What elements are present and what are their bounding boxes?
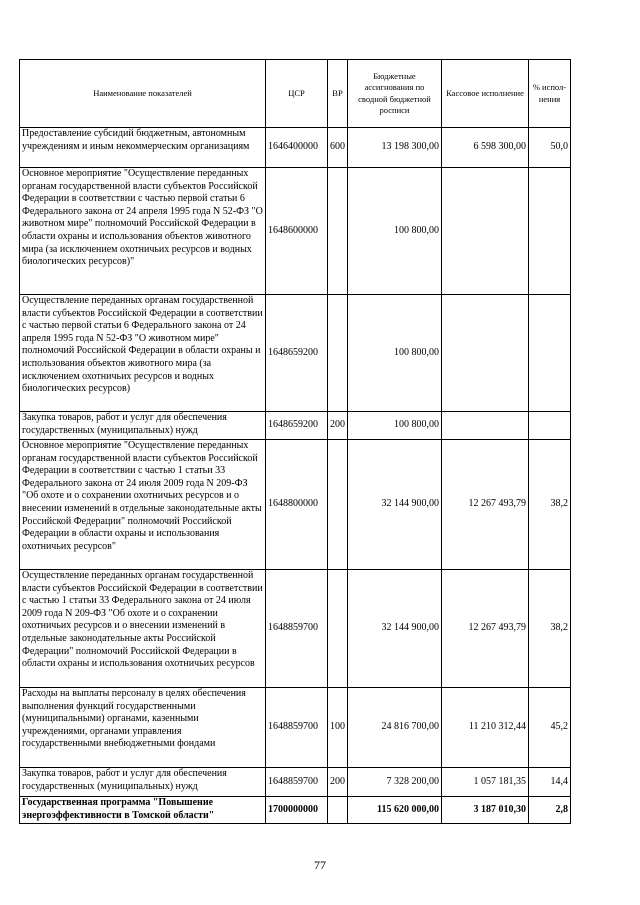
row-budget: 115 620 000,00: [348, 797, 442, 824]
row-csr: 1646400000: [266, 128, 328, 168]
row-percent: 38,2: [529, 570, 571, 688]
row-vr: [328, 168, 348, 295]
row-percent: 45,2: [529, 688, 571, 768]
row-budget: 7 328 200,00: [348, 768, 442, 797]
row-percent: 14,4: [529, 768, 571, 797]
table-row: [20, 168, 571, 295]
table-row: [20, 295, 571, 412]
table-row-total: [20, 797, 571, 824]
header-name: Наименование показателей: [20, 60, 266, 128]
row-cash: [442, 295, 529, 412]
header-csr: ЦСР: [266, 60, 328, 128]
row-csr: 1648800000: [266, 440, 328, 570]
row-budget: 32 144 900,00: [348, 440, 442, 570]
row-cash: 1 057 181,35: [442, 768, 529, 797]
row-vr: 100: [328, 688, 348, 768]
row-csr: 1648659200: [266, 412, 328, 440]
row-csr: 1648859700: [266, 570, 328, 688]
row-name: Государственная программа "Повышение энергоэффективности в Томской области": [20, 797, 266, 824]
row-budget: 100 800,00: [348, 168, 442, 295]
row-percent: [529, 168, 571, 295]
header-cash: Кассовое исполнение: [442, 60, 529, 128]
row-cash: 12 267 493,79: [442, 440, 529, 570]
row-vr: [328, 440, 348, 570]
table-row: [20, 440, 571, 570]
row-csr: 1648600000: [266, 168, 328, 295]
row-vr: [328, 797, 348, 824]
table-row: [20, 768, 571, 797]
header-budget: Бюджетные ассигнования по сводной бюджетной росписи: [348, 60, 442, 128]
row-name: Расходы на выплаты персоналу в целях обеспечения выполнения функций государственными (муниципальными) органами, казенными учреждениями, органами управления государственными внебюджетными фондами: [20, 688, 266, 768]
budget-execution-table: [19, 59, 571, 824]
row-csr: 1648859700: [266, 768, 328, 797]
row-cash: [442, 412, 529, 440]
page-number: 77: [314, 858, 326, 872]
row-name: Закупка товаров, работ и услуг для обеспечения государственных (муниципальных) нужд: [20, 412, 266, 440]
header-percent: % испол-нения: [529, 60, 571, 128]
row-vr: [328, 295, 348, 412]
row-vr: 600: [328, 128, 348, 168]
row-percent: [529, 295, 571, 412]
row-csr: 1700000000: [266, 797, 328, 824]
row-cash: 12 267 493,79: [442, 570, 529, 688]
row-percent: 2,8: [529, 797, 571, 824]
table-header-row: [20, 60, 571, 128]
table-row: [20, 412, 571, 440]
row-csr: 1648659200: [266, 295, 328, 412]
row-vr: 200: [328, 412, 348, 440]
row-budget: 100 800,00: [348, 295, 442, 412]
row-percent: 38,2: [529, 440, 571, 570]
row-budget: 100 800,00: [348, 412, 442, 440]
row-csr: 1648859700: [266, 688, 328, 768]
row-name: Основное мероприятие "Осуществление переданных органам государственной власти субъектов Российской Федерации в соответствии с частью первой статьи 6 Федерального закона от 24 апреля 1995 года N 52-ФЗ "О животном мире" полномочий Российской Федерации в области охраны и использования объектов животного мира (за исключением охотничьих ресурсов и водных биологических ресурсов)": [20, 168, 266, 295]
row-name: Осуществление переданных органам государственной власти субъектов Российской Федерации в соответствии с частью 1 статьи 33 Федерального закона от 24 июля 2009 года N 209-ФЗ "Об охоте и о сохранении охотничьих ресурсов и о внесении изменений в отдельные законодательные акты Российской Федерации" полномочий Российской Федерации в области охраны и использования охотничьих ресурсов: [20, 570, 266, 688]
row-vr: [328, 570, 348, 688]
table-row: [20, 128, 571, 168]
header-vr: ВР: [328, 60, 348, 128]
row-name: Предоставление субсидий бюджетным, автономным учреждениям и иным некоммерческим организациям: [20, 128, 266, 168]
row-name: Закупка товаров, работ и услуг для обеспечения государственных (муниципальных) нужд: [20, 768, 266, 797]
row-name: Основное мероприятие "Осуществление переданных органам государственной власти субъектов Российской Федерации в соответствии с частью 1 статьи 33 Федерального закона от 24 июля 2009 года N 209-ФЗ "Об охоте и о сохранении охотничьих ресурсов и о внесении изменений в отдельные законодательные акты Российской Федерации" полномочий Российской Федерации в области охраны и использования охотничьих ресурсов": [20, 440, 266, 570]
table-row: [20, 688, 571, 768]
row-cash: 3 187 010,30: [442, 797, 529, 824]
row-vr: 200: [328, 768, 348, 797]
row-budget: 13 198 300,00: [348, 128, 442, 168]
row-budget: 32 144 900,00: [348, 570, 442, 688]
row-cash: 6 598 300,00: [442, 128, 529, 168]
row-cash: 11 210 312,44: [442, 688, 529, 768]
row-name: Осуществление переданных органам государственной власти субъектов Российской Федерации в соответствии с частью первой статьи 6 Федерального закона от 24 апреля 1995 года N 52-ФЗ "О животном мире" полномочий Российской Федерации в области охраны и использования объектов животного мира (за исключением охотничьих ресурсов и водных биологических ресурсов): [20, 295, 266, 412]
table-row: [20, 570, 571, 688]
row-percent: 50,0: [529, 128, 571, 168]
row-cash: [442, 168, 529, 295]
row-percent: [529, 412, 571, 440]
row-budget: 24 816 700,00: [348, 688, 442, 768]
